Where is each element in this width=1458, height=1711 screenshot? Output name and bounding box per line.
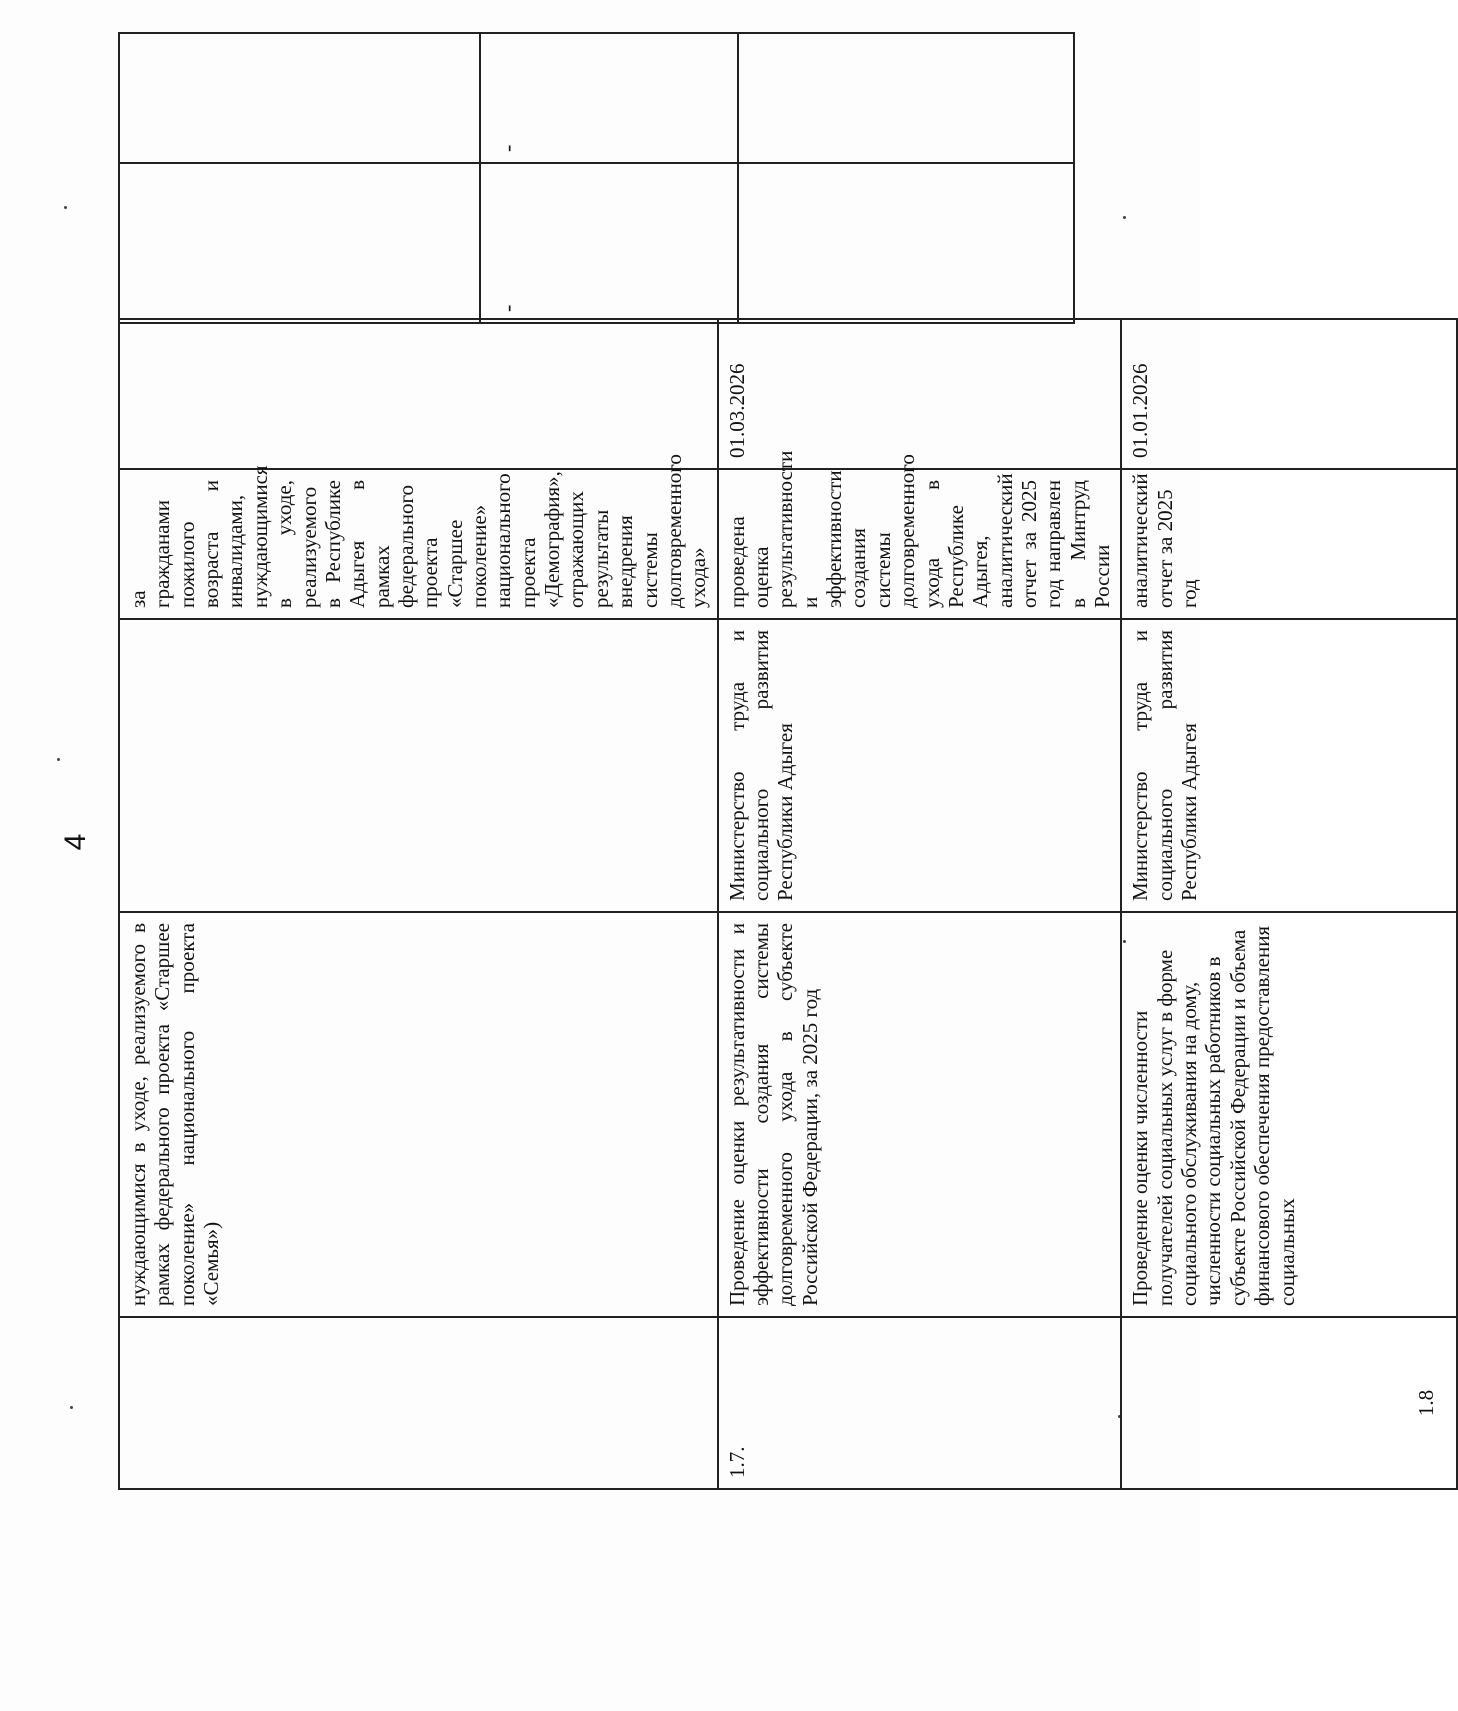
start-date-cell: 01.01.2026 <box>1121 319 1457 469</box>
extra-column-7-cell <box>118 162 481 324</box>
result-cell: аналитический отчет за 2025 год <box>1121 469 1457 619</box>
result-cell: проведена оценка результативности и эффективности создания системы долговременного ухода в Республике Адыгея, аналитический отчет за 2025 год направлен в Минтруд России <box>718 469 1122 619</box>
executor-cell <box>119 619 718 912</box>
event-name-cell: Проведение оценки численности получателей социальных услуг в форме социального обслуживания на дому, численности социальных работников в субъекте Российской Федерации и объема финансового обеспечения предоставления социальных <box>1121 912 1457 1317</box>
plan-table-rotated <box>118 320 1439 1490</box>
row-number-cell <box>119 1317 718 1489</box>
table-row <box>119 319 718 1489</box>
start-date-cell: 01.03.2026 <box>718 319 1122 469</box>
start-date-cell <box>119 319 718 469</box>
event-name-cell: нуждающимися в уходе, реализуемого в рамках федерального проекта «Старшее поколение» национального проекта «Семья») <box>119 912 718 1317</box>
row-number-cell: 1.7. <box>718 1317 1122 1489</box>
event-name-cell: Проведение оценки результативности и эффективности создания системы долговременного ухода в субъекте Российской Федерации, за 2025 год <box>718 912 1122 1317</box>
table-row <box>1121 319 1457 1489</box>
extra-column-8-cell <box>479 32 739 164</box>
extra-column-8-cell <box>118 32 481 164</box>
extra-column-text: - <box>495 304 520 312</box>
table-row <box>718 319 1122 1489</box>
executor-cell: Министерство труда и социального развития Республики Адыгея <box>1121 619 1457 912</box>
plan-table <box>118 318 1458 1490</box>
row-number-cell: 1.8 <box>1121 1317 1457 1489</box>
extra-column-7-cell <box>737 162 1075 324</box>
executor-cell: Министерство труда и социального развития Республики Адыгея <box>718 619 1122 912</box>
scan-speck <box>70 1406 73 1409</box>
scan-speck <box>64 206 67 209</box>
extra-column-8-cell <box>737 32 1075 164</box>
scan-speck <box>1123 216 1126 219</box>
page-number: 4 <box>59 833 92 851</box>
extra-column-7-cell <box>479 162 739 324</box>
scan-speck <box>57 758 60 761</box>
extra-column-text: - <box>495 144 520 152</box>
result-cell: за гражданами пожилого возраста и инвалидами, нуждающимися в уходе, реализуемого в Республике Адыгея в рамках федерального проекта «Старшее поколение» национального проекта «Демография», отражающих результаты внедрения системы долговременного ухода» <box>119 469 718 619</box>
extra-columns-band <box>118 32 1073 324</box>
